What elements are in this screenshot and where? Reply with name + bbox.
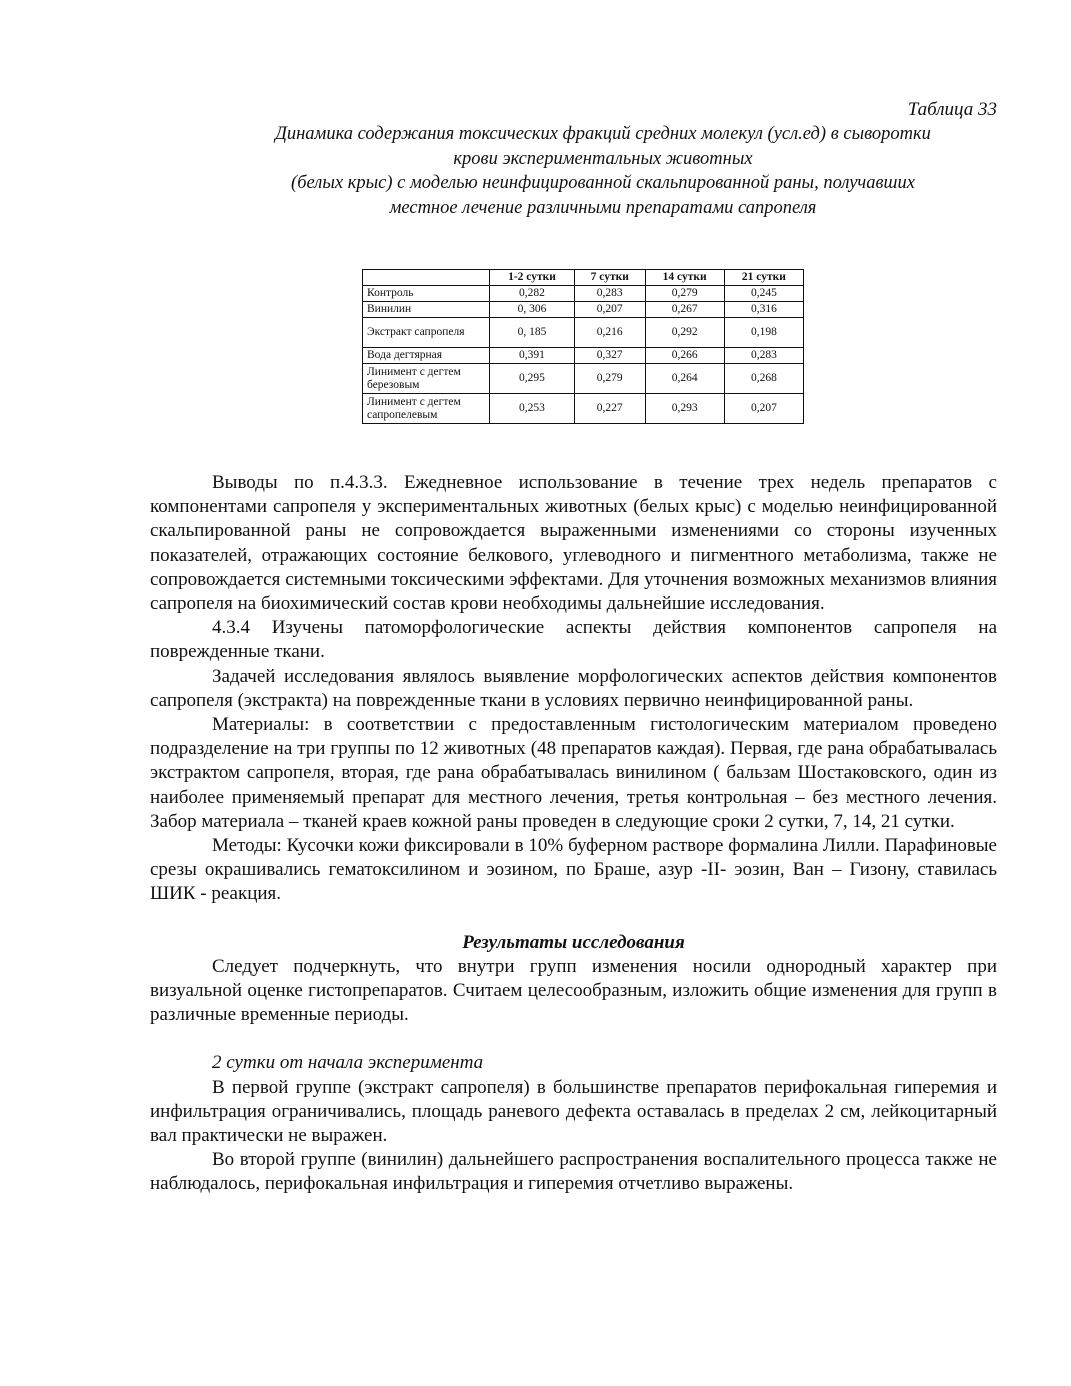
paragraph-group-1: В первой группе (экстракт сапропеля) в большинстве препаратов перифокальная гиперемия и инфильтрация ограничивались, площадь раневого дефекта оставалась в пределах 2 см, лейкоцитарный вал практически не выражен. (150, 1076, 997, 1147)
row-label: Контроль (363, 286, 490, 302)
table-cell: 0,279 (645, 286, 724, 302)
table-cell: 0,198 (724, 318, 803, 348)
table-cell: 0,282 (490, 286, 575, 302)
paragraph-methods: Методы: Кусочки кожи фиксировали в 10% буферном растворе формалина Лилли. Парафиновые срезы окрашивались гематоксилином и эозином, по Браше, азур -II- эозин, Ван – Гизону, ставилась ШИК - реакция. (150, 835, 997, 905)
table-cell: 0,295 (490, 364, 575, 394)
table-cell: 0,283 (724, 348, 803, 364)
paragraph-group-2: Во второй группе (винилин) дальнейшего распространения воспалительного процесса также не наблюдалось, перифокальная инфильтрация и гиперемия отчетливо выражены. (150, 1149, 997, 1195)
header-cell: 21 сутки (724, 270, 803, 286)
table-cell: 0,327 (574, 348, 645, 364)
caption-line: (белых крыс) с моделью неинфицированной скальпированной раны, получавших (291, 173, 915, 193)
data-table (362, 269, 804, 424)
table-cell: 0,266 (645, 348, 724, 364)
row-label: Вода дегтярная (363, 348, 490, 364)
table-header-row (363, 270, 804, 286)
body-text (150, 471, 997, 1197)
table-number: Таблица 33 (907, 99, 997, 120)
table-row (363, 364, 804, 394)
table-cell: 0,216 (574, 318, 645, 348)
table-caption (200, 122, 1006, 220)
paragraph-objective: Задачей исследования являлось выявление морфологических аспектов действия компонентов сапропеля (экстракта) на поврежденные ткани в условиях первично неинфицированной раны. (150, 665, 997, 711)
table-cell: 0,267 (645, 302, 724, 318)
table-row (363, 318, 804, 348)
paragraph-conclusions: Выводы по п.4.3.3. Ежедневное использование в течение трех недель препаратов с компонентами сапропеля у экспериментальных животных (белых крыс) с моделью неинфицированной скальпированной раны не сопровождается выраженными изменениями со стороны изученных показателей, отражающих состояние белкового, углеводного и пигментного метаболизма, также не сопровождается системными токсическими эффектами. Для уточнения возможных механизмов влияния сапропеля на биохимический состав крови необходимы дальнейшие исследования. (150, 472, 997, 615)
table-cell: 0,283 (574, 286, 645, 302)
table-cell: 0,279 (574, 364, 645, 394)
table-cell: 0,253 (490, 394, 575, 424)
header-cell: 1-2 сутки (490, 270, 575, 286)
paragraph-materials: Материалы: в соответствии с предоставленным гистологическим материалом проведено подразделение на три группы по 12 животных (48 препаратов каждая). Первая, где рана обрабатывалась экстрактом сапропеля, вторая, где рана обрабатывалась винилином ( бальзам Шостаковского, один из наиболее применяемый препарат для местного лечения, третья контрольная – без местного лечения. Забор материала – тканей краев кожной раны проведен в следующие сроки 2 сутки, 7, 14, 21 сутки. (150, 714, 997, 832)
table-row (363, 302, 804, 318)
table-cell: 0,293 (645, 394, 724, 424)
table-cell: 0,207 (574, 302, 645, 318)
subheading-day-2: 2 сутки от начала эксперимента (212, 1052, 484, 1074)
row-label: Линимент с дегтем сапропелевым (363, 394, 490, 424)
table-cell: 0,268 (724, 364, 803, 394)
header-cell (363, 270, 490, 286)
header-cell: 7 сутки (574, 270, 645, 286)
table-cell: 0,227 (574, 394, 645, 424)
row-label: Линимент с дегтем березовым (363, 364, 490, 394)
section-heading: Результаты исследования (462, 931, 685, 953)
table-cell: 0,391 (490, 348, 575, 364)
table-row (363, 394, 804, 424)
caption-line: местное лечение различными препаратами сапропеля (389, 197, 817, 218)
caption-line: крови экспериментальных животных (453, 148, 753, 169)
table-cell: 0,245 (724, 286, 803, 302)
row-label: Экстракт сапропеля (363, 318, 490, 348)
table-row (363, 348, 804, 364)
table-cell: 0,207 (724, 394, 803, 424)
table-row (363, 286, 804, 302)
paragraph-section-4-3-4: 4.3.4 Изучены патоморфологические аспекты действия компонентов сапропеля на поврежденные ткани. (150, 617, 997, 663)
table-cell: 0, 185 (490, 318, 575, 348)
caption-line: Динамика содержания токсических фракций средних молекул (усл.ед) в сыворотки (275, 124, 931, 144)
row-label: Винилин (363, 302, 490, 318)
table-cell: 0,292 (645, 318, 724, 348)
paragraph-results-intro: Следует подчеркнуть, что внутри групп изменения носили однородный характер при визуальной оценке гистопрепаратов. Считаем целесообразным, изложить общие изменения для групп в различные временные периоды. (150, 955, 997, 1026)
table-cell: 0,264 (645, 364, 724, 394)
header-cell: 14 сутки (645, 270, 724, 286)
table-cell: 0, 306 (490, 302, 575, 318)
table-cell: 0,316 (724, 302, 803, 318)
